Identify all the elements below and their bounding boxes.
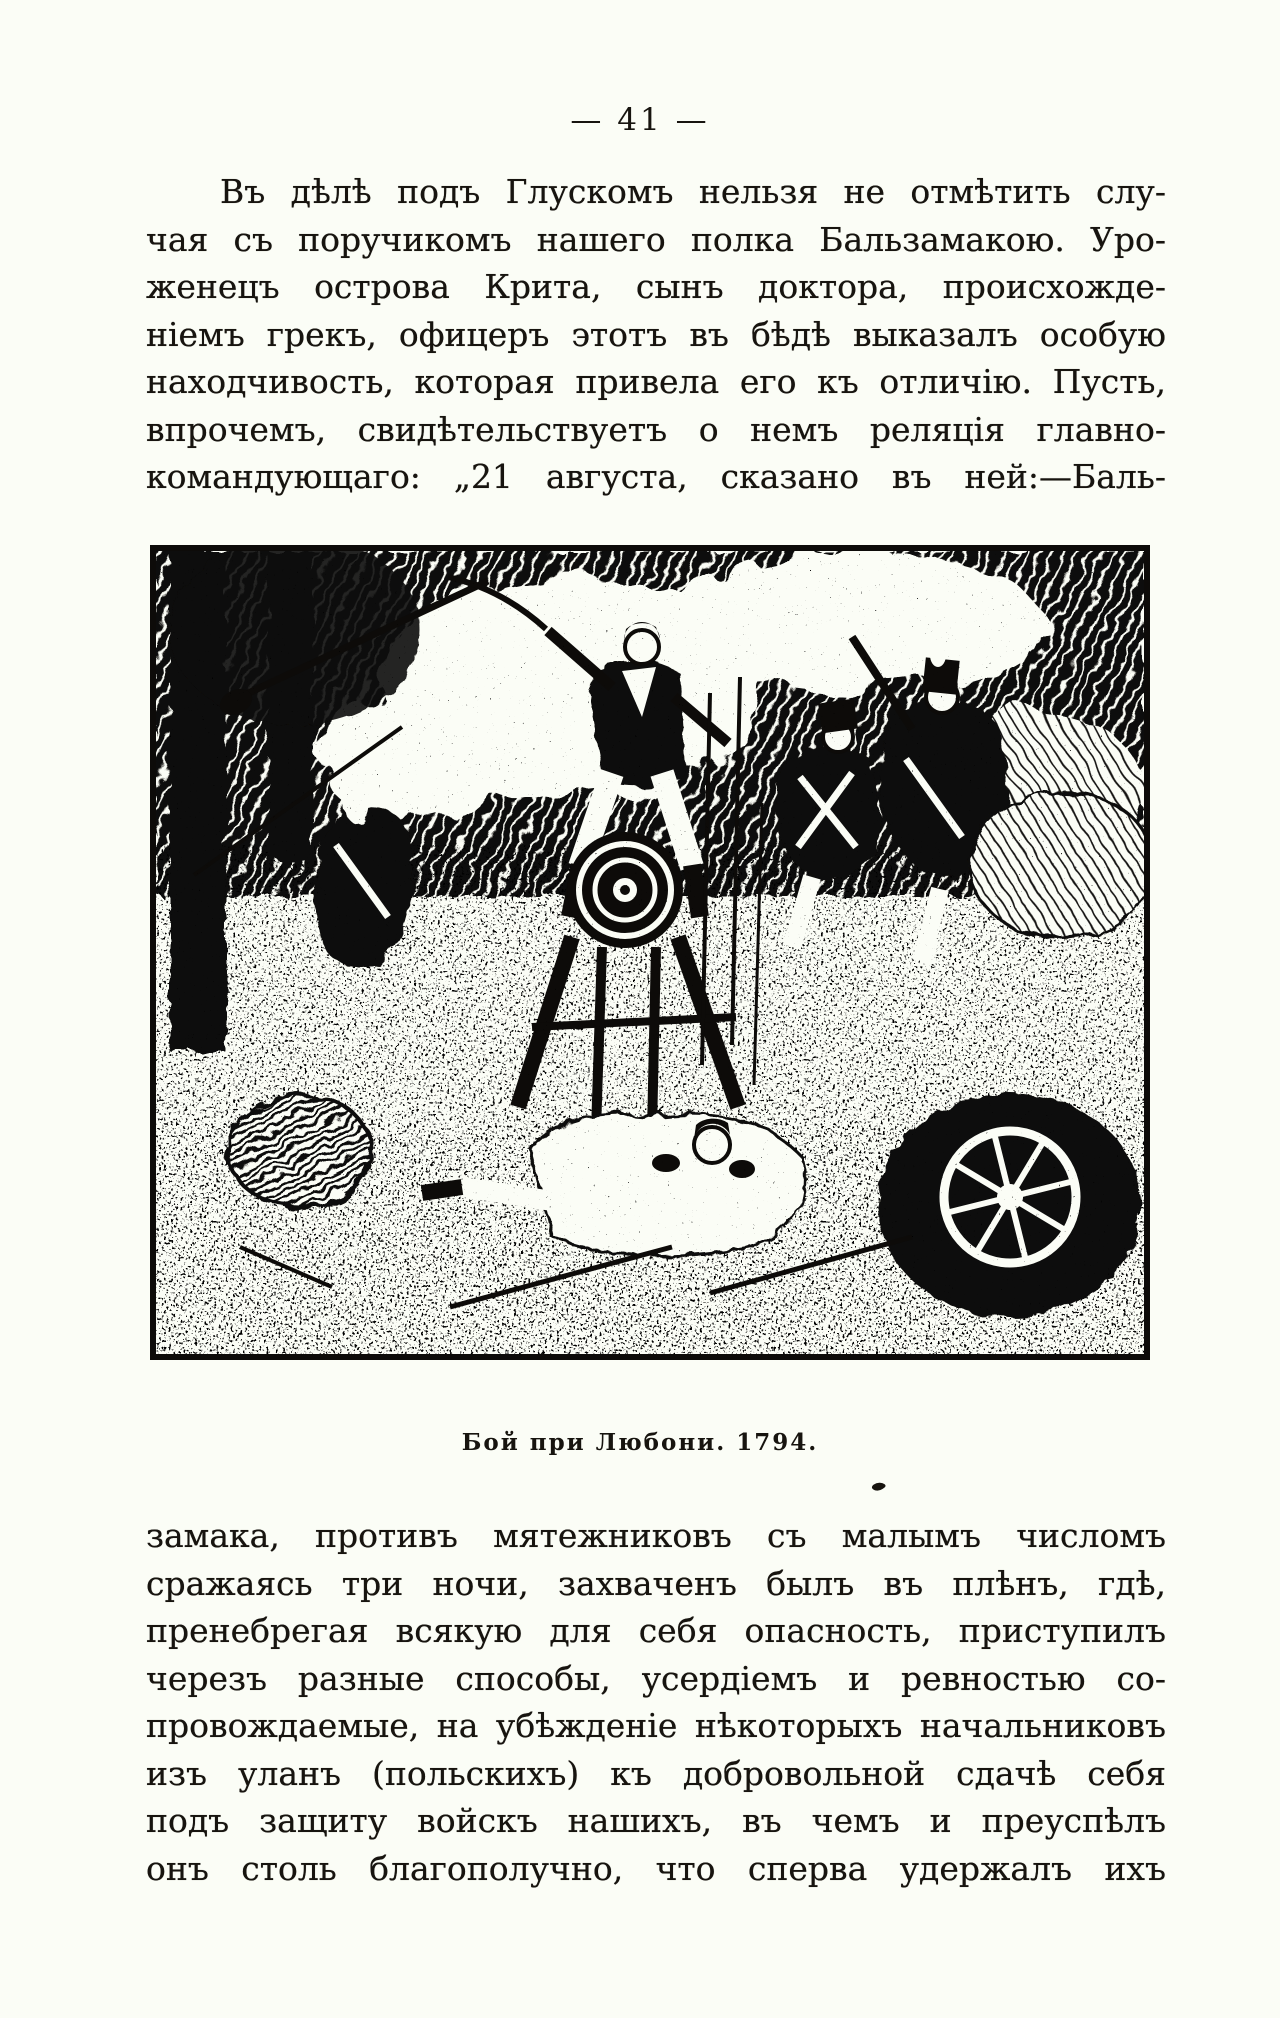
text-line: онъ столь благополучно, что сперва удержалъ ихъ: [146, 1848, 1166, 1888]
text-line: подъ защиту войскъ нашихъ, въ чемъ и преуспѣлъ: [146, 1801, 1166, 1840]
text-line: женецъ острова Крита, сынъ доктора, происхожде-: [146, 267, 1166, 306]
paragraph-top: [146, 168, 1166, 501]
text-line: чая съ поручикомъ нашего полка Бальзамакою. Уро-: [146, 219, 1166, 259]
text-line: замака, противъ мятежниковъ съ малымъ числомъ: [146, 1516, 1166, 1555]
illustration-caption: Бой при Любони. 1794.: [461, 1429, 819, 1456]
paragraph-bottom: [146, 1512, 1166, 1892]
text-line: черезъ разные способы, усердіемъ и ревностью со-: [146, 1658, 1166, 1698]
text-line: сражаясь три ночи, захваченъ былъ въ плѣнъ, гдѣ,: [146, 1563, 1166, 1603]
battle-engraving-illustration: [150, 545, 1150, 1360]
engraving-canvas: [150, 545, 1150, 1360]
text-line: ніемъ грекъ, офицеръ этотъ въ бѣдѣ выказалъ особую: [146, 314, 1166, 354]
text-line: Въ дѣлѣ подъ Глускомъ нельзя не отмѣтить слу-: [220, 172, 1166, 211]
text-line: командующаго: „21 августа, сказано въ ней:—Баль-: [146, 457, 1166, 496]
text-line: находчивость, которая привела его къ отличію. Пусть,: [146, 362, 1166, 401]
grain-overlay: [156, 551, 1144, 1354]
page-number: — 41 —: [570, 102, 710, 138]
ink-speck: [870, 1480, 887, 1492]
text-line: изъ уланъ (польскихъ) къ добровольной сдачѣ себя: [146, 1753, 1166, 1793]
text-line: впрочемъ, свидѣтельствуетъ о немъ реляція главно-: [146, 409, 1166, 449]
text-line: пренебрегая всякую для себя опасность, приступилъ: [146, 1611, 1166, 1650]
text-line: провождаемые, на убѣжденіе нѣкоторыхъ начальниковъ: [146, 1706, 1166, 1745]
